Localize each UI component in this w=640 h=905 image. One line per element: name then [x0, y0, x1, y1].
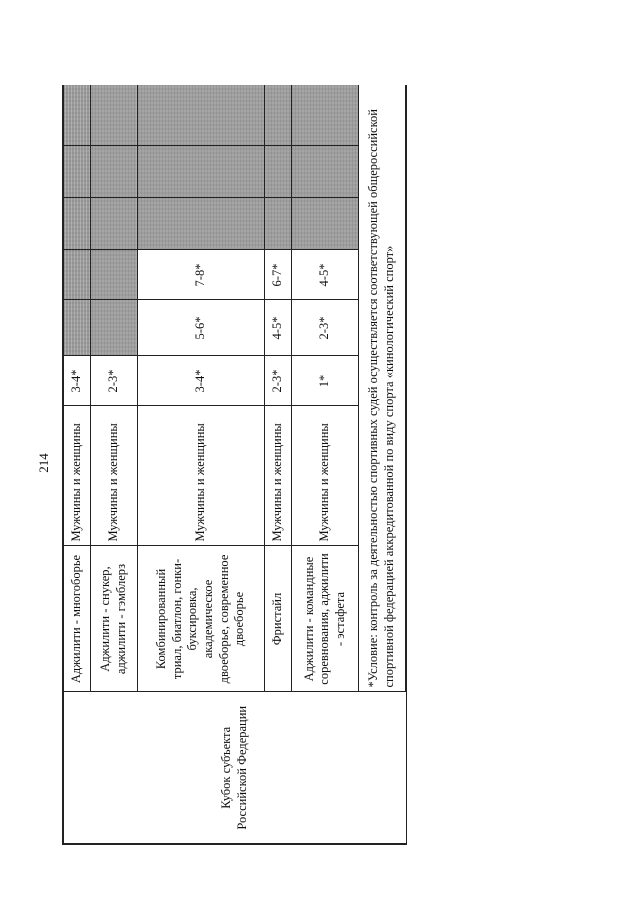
referee-categories-table: [62, 85, 407, 845]
discipline-cell: Фристайл: [265, 546, 292, 692]
shaded-cell: [265, 198, 292, 250]
gender-cell: Мужчины и женщины: [90, 406, 137, 546]
shaded-cell: [90, 85, 137, 146]
shaded-cell: [63, 300, 90, 356]
value-cell: 5-6*: [137, 300, 265, 356]
shaded-cell: [291, 85, 358, 146]
shaded-cell: [90, 146, 137, 198]
shaded-cell: [291, 198, 358, 250]
page-number: 214: [36, 453, 51, 473]
discipline-cell: Аджилити - снукер, аджилити - гэмблерз: [90, 546, 137, 692]
discipline-cell: Аджилити - многоборье: [63, 546, 90, 692]
value-cell: 2-3*: [90, 356, 137, 406]
value-cell: 2-3*: [291, 300, 358, 356]
value-cell: 3-4*: [137, 356, 265, 406]
shaded-cell: [63, 198, 90, 250]
subject-cell: Кубок субъекта Российской Федерации: [63, 692, 406, 844]
shaded-cell: [90, 250, 137, 300]
gender-cell: Мужчины и женщины: [265, 406, 292, 546]
shaded-cell: [137, 85, 265, 146]
shaded-cell: [90, 198, 137, 250]
value-cell: 4-5*: [291, 250, 358, 300]
discipline-cell: Аджилити - командные соревнования, аджилити - эстафета: [291, 546, 358, 692]
table-row: [63, 85, 90, 844]
gender-cell: Мужчины и женщины: [63, 406, 90, 546]
shaded-cell: [63, 146, 90, 198]
shaded-cell: [90, 300, 137, 356]
shaded-cell: [265, 85, 292, 146]
shaded-cell: [63, 85, 90, 146]
shaded-cell: [137, 198, 265, 250]
shaded-cell: [265, 146, 292, 198]
table-viewport: [62, 85, 407, 845]
shaded-cell: [291, 146, 358, 198]
value-cell: 7-8*: [137, 250, 265, 300]
value-cell: 4-5*: [265, 300, 292, 356]
value-cell: 1*: [291, 356, 358, 406]
gender-cell: Мужчины и женщины: [291, 406, 358, 546]
shaded-cell: [137, 146, 265, 198]
rotated-table-container: [62, 85, 407, 845]
value-cell: 2-3*: [265, 356, 292, 406]
value-cell: 3-4*: [63, 356, 90, 406]
footnote-cell: *Условие: контроль за деятельностью спортивных судей осуществляется соответствующей общероссийской спортивной федерацией аккредитованной по виду спорта «кинологический спорт»: [358, 85, 406, 692]
shaded-cell: [63, 250, 90, 300]
gender-cell: Мужчины и женщины: [137, 406, 265, 546]
discipline-cell: Комбинированный триал, биатлон, гонки-буксировка, академическое двоеборье, современное двоеборье: [137, 546, 265, 692]
value-cell: 6-7*: [265, 250, 292, 300]
